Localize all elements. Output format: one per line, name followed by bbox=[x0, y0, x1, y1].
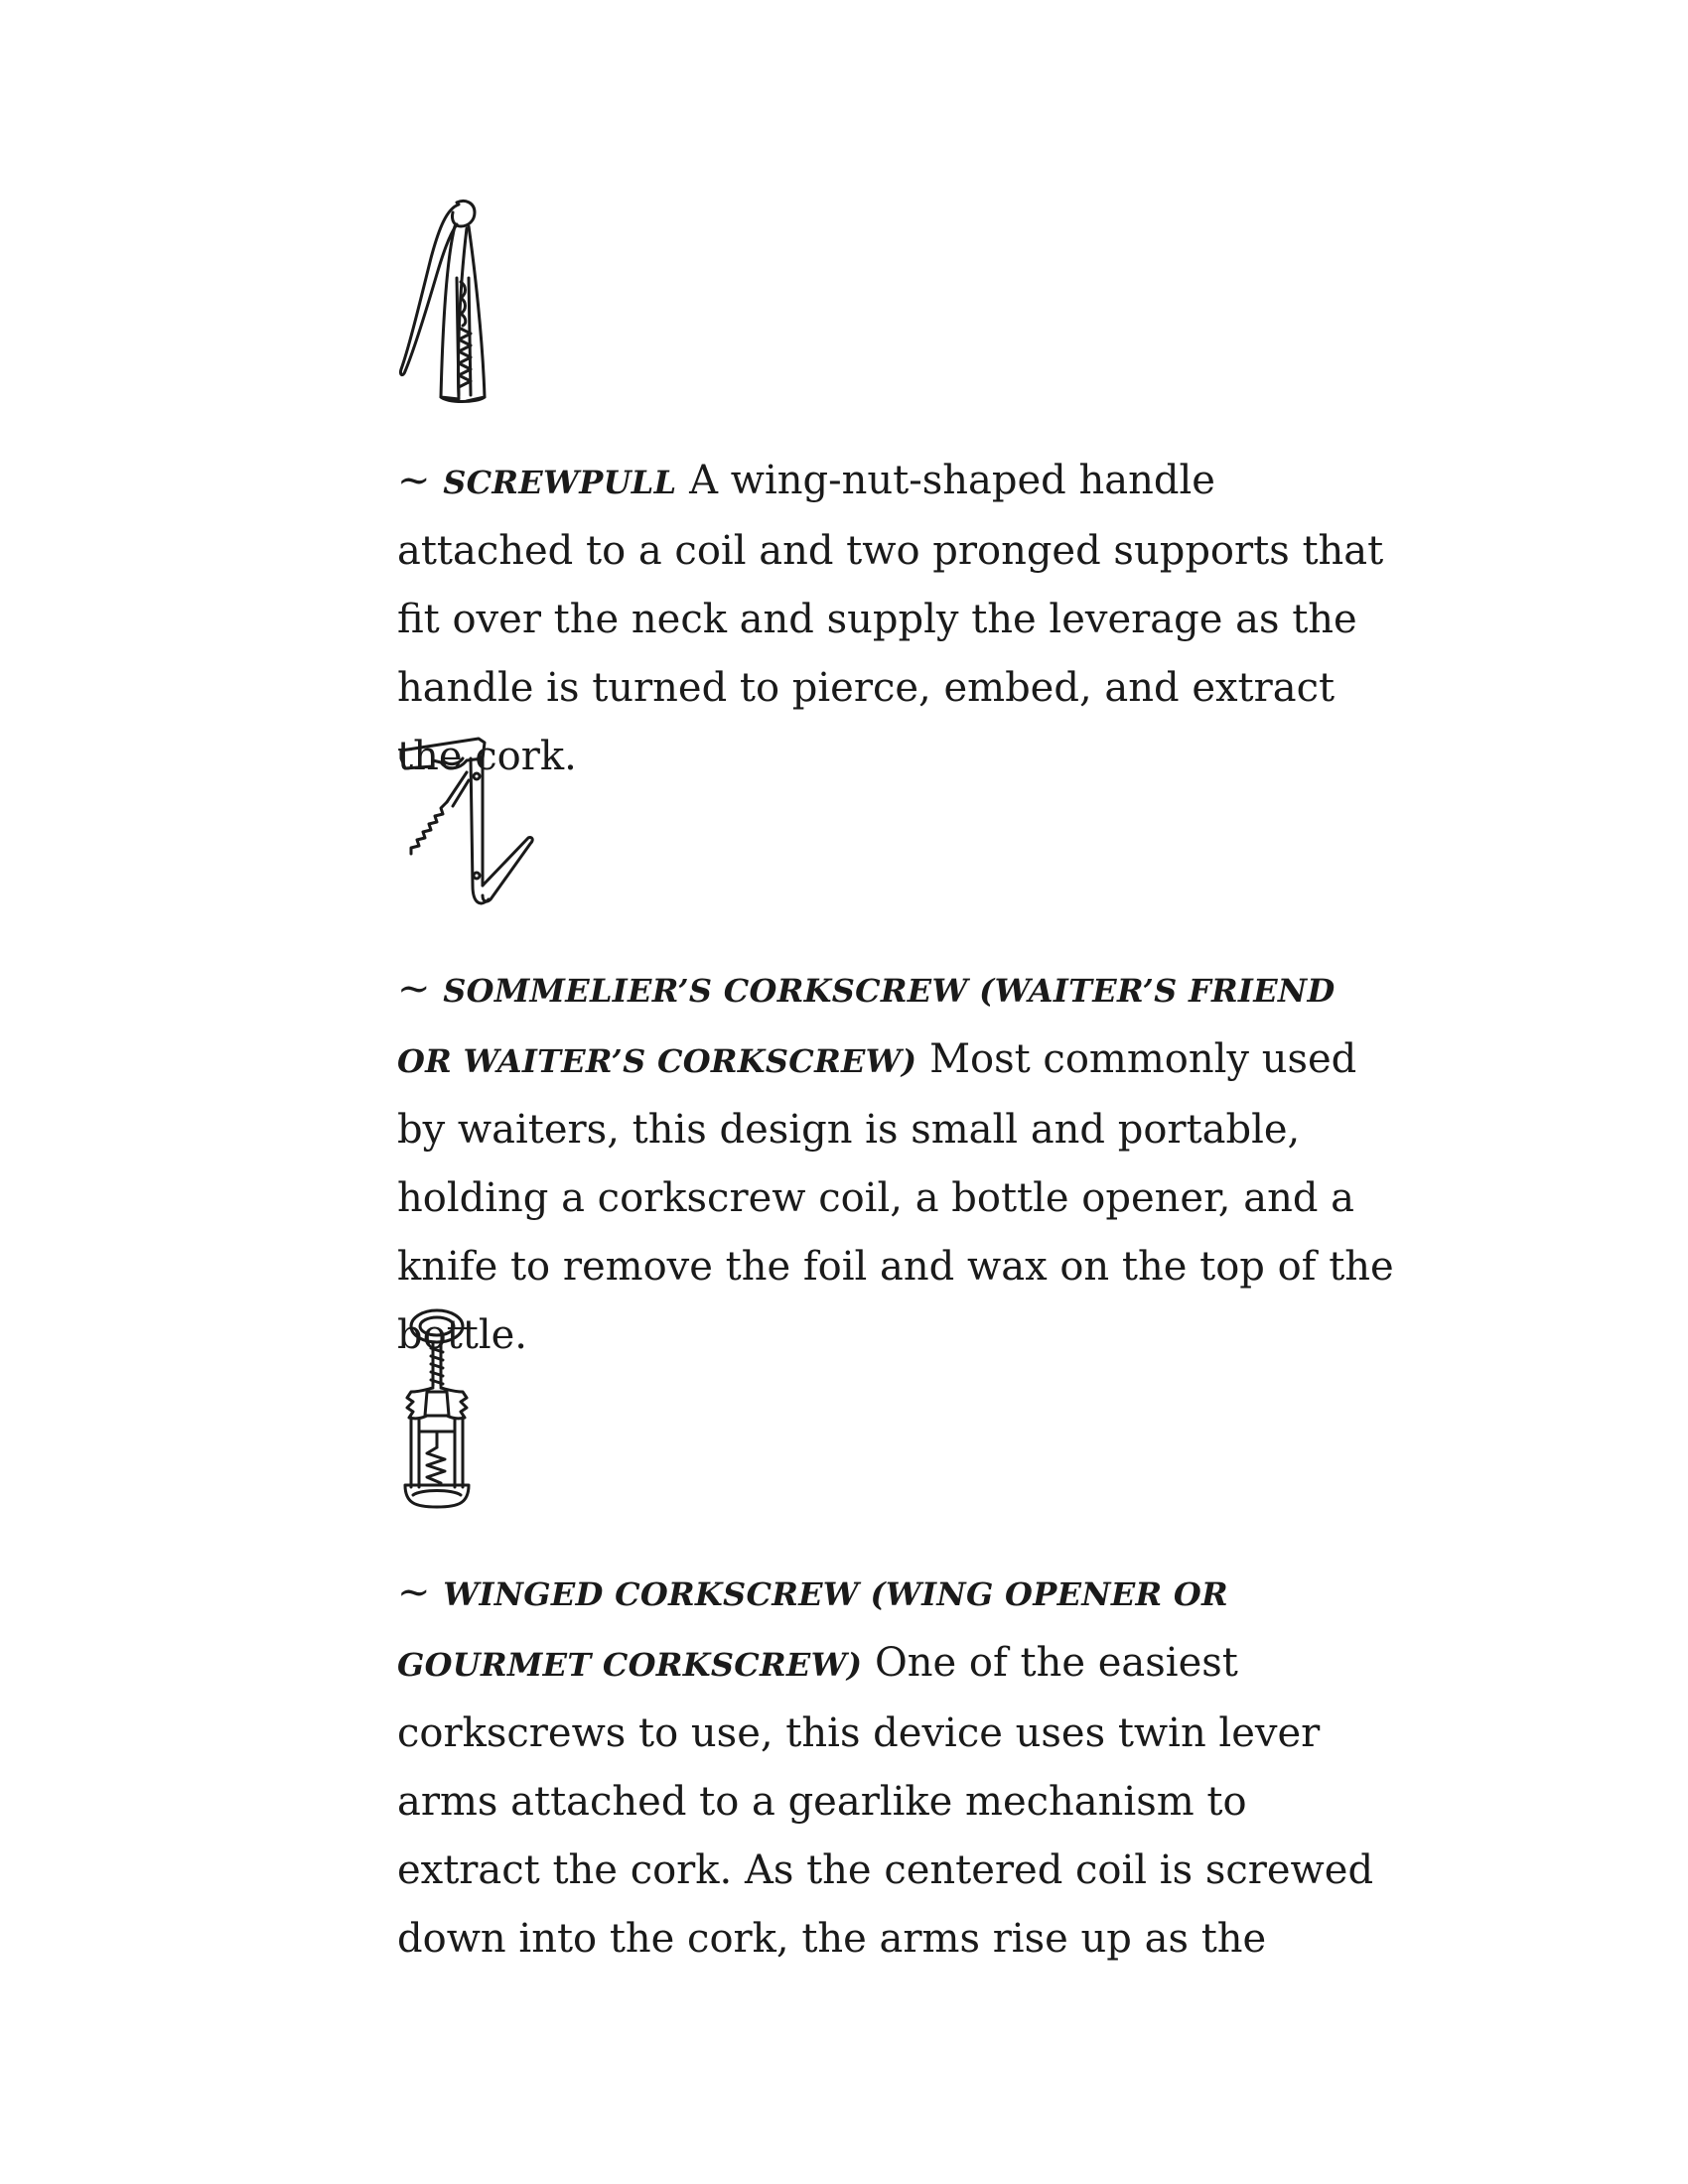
entry-definition: A wing-nut-shaped handle attached to a coil and two pronged supports that fit over the neck and supply the leverage as the handle is turned to pierce, embed, and extract the cork. bbox=[397, 458, 1384, 779]
entry-term: SOMMELIER’S CORKSCREW (WAITER’S FRIEND OR WAITER’S CORKSCREW) bbox=[397, 972, 1336, 1080]
entry-screwpull bbox=[397, 447, 1400, 791]
entry-marker: ~ bbox=[397, 1570, 431, 1615]
screwpull-illustration bbox=[397, 199, 506, 407]
entry-sommelier-corkscrew bbox=[397, 955, 1400, 1370]
winged-corkscrew-illustration bbox=[397, 1308, 487, 1512]
entry-definition: Most commonly used by waiters, this design is small and portable, holding a corkscrew coil, a bottle opener, and a knife to remove the foil and wax on the top of the bottle. bbox=[397, 1036, 1394, 1358]
entry-term: SCREWPULL bbox=[443, 464, 677, 501]
entry-marker: ~ bbox=[397, 458, 431, 503]
entry-winged-corkscrew bbox=[397, 1559, 1400, 1974]
entry-definition: One of the easiest corkscrews to use, this device uses twin lever arms attached to a gearlike mechanism to extract the cork. As the centered coil is screwed down into the cork, the arms rise up as the bbox=[397, 1640, 1374, 1962]
entry-term: WINGED CORKSCREW (WING OPENER OR GOURMET CORKSCREW) bbox=[397, 1575, 1228, 1684]
sommelier-corkscrew-illustration bbox=[397, 737, 536, 910]
entry-marker: ~ bbox=[397, 966, 431, 1012]
